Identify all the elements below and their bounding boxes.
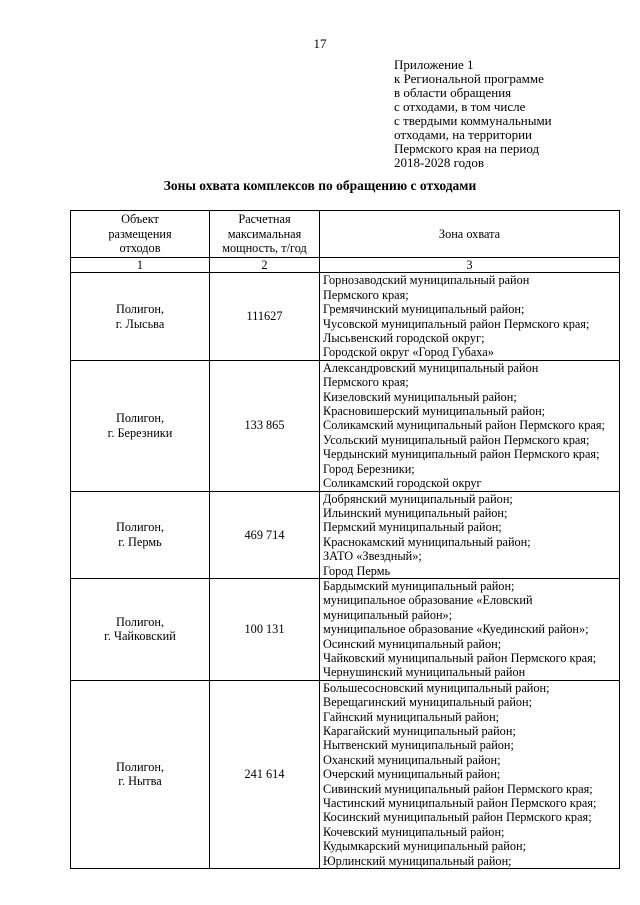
- zone-line: Бардымский муниципальный район;: [323, 578, 515, 593]
- object-name-line: г. Пермь: [118, 534, 162, 549]
- zone-line: Город Березники;: [323, 461, 415, 476]
- zone-line: Пермского края;: [323, 375, 409, 390]
- appendix-caption: [394, 58, 552, 170]
- zone-line: Кудымкарский муниципальный район;: [323, 839, 526, 854]
- header-line: размещения: [108, 226, 172, 241]
- table-row: [71, 578, 620, 680]
- object-name-line: Полигон,: [115, 760, 165, 775]
- header-line: Зона охвата: [438, 226, 501, 241]
- zone-line: Частинский муниципальный район Пермского края;: [323, 796, 597, 811]
- zone-line: Оханский муниципальный район;: [323, 752, 501, 767]
- appendix-line: с твердыми коммунальными: [394, 113, 552, 128]
- zone-line: Добрянский муниципальный район;: [323, 491, 513, 506]
- header-object: [71, 211, 210, 258]
- header-line: мощность, т/год: [222, 241, 307, 256]
- appendix-line: к Региональной программе: [394, 71, 544, 86]
- object-name-line: г. Чайковский: [104, 629, 176, 644]
- appendix-line: отходами, на территории: [394, 127, 533, 142]
- header-line: максимальная: [227, 226, 302, 241]
- appendix-line: с отходами, в том числе: [394, 99, 526, 114]
- page-number: 17: [313, 36, 327, 51]
- object-name-line: Полигон,: [115, 614, 165, 629]
- zone-line: Чусовской муниципальный район Пермского края;: [323, 316, 590, 331]
- zone-cell: [320, 578, 620, 680]
- zone-line: Верещагинский муниципальный район;: [323, 695, 533, 710]
- zone-line: Гремячинский муниципальный район;: [323, 302, 525, 317]
- zone-line: Нытвенский муниципальный район;: [323, 738, 514, 753]
- object-name-line: Полигон,: [115, 411, 165, 426]
- zone-line: Очерский муниципальный район;: [323, 767, 501, 782]
- zone-line: Усольский муниципальный район Пермского края;: [323, 432, 590, 447]
- zone-cell: [320, 680, 620, 868]
- table-row: [71, 360, 620, 491]
- object-cell: [71, 578, 210, 680]
- header-line: отходов: [119, 241, 161, 256]
- column-number: 1: [71, 258, 210, 273]
- header-line: Объект: [121, 212, 159, 227]
- zone-line: Город Пермь: [323, 563, 391, 578]
- table-row: [71, 491, 620, 578]
- zone-line: Пермского края;: [323, 287, 409, 302]
- zone-line: Чайковский муниципальный район Пермского края;: [323, 650, 597, 665]
- appendix-line: в области обращения: [394, 85, 512, 100]
- capacity-cell: 111627: [210, 273, 320, 360]
- object-cell: [71, 360, 210, 491]
- document-title: Зоны охвата комплексов по обращению с отходами: [163, 178, 477, 193]
- capacity-cell: 469 714: [210, 491, 320, 578]
- column-number: 2: [210, 258, 320, 273]
- zone-line: Косинский муниципальный район Пермского края;: [323, 810, 592, 825]
- zone-line: Кочевский муниципальный район;: [323, 824, 505, 839]
- zone-line: Пермский муниципальный район;: [323, 520, 502, 535]
- header-capacity: [210, 211, 320, 258]
- capacity-cell: 241 614: [210, 680, 320, 868]
- appendix-line: Пермского края на период: [394, 141, 540, 156]
- zone-line: Юрлинский муниципальный район;: [323, 853, 512, 868]
- zone-cell: [320, 273, 620, 360]
- zone-line: Кизеловский муниципальный район;: [323, 389, 517, 404]
- object-name-line: г. Березники: [107, 425, 173, 440]
- zone-line: ЗАТО «Звездный»;: [323, 549, 422, 564]
- object-cell: [71, 680, 210, 868]
- zone-line: Осинский муниципальный район;: [323, 636, 502, 651]
- header-zone: [320, 211, 620, 258]
- object-cell: [71, 491, 210, 578]
- zone-line: Соликамский городской округ: [323, 476, 482, 491]
- zone-line: Городской округ «Город Губаха»: [323, 345, 494, 360]
- column-numbers-row: [71, 258, 620, 273]
- column-number: 3: [320, 258, 620, 273]
- zone-line: Горнозаводский муниципальный район: [323, 273, 530, 288]
- zone-line: Чернушинский муниципальный район: [323, 665, 526, 680]
- zone-line: Большесосновский муниципальный район;: [323, 680, 550, 695]
- table-row: [71, 273, 620, 360]
- object-name-line: г. Нытва: [118, 774, 162, 789]
- zone-line: муниципальный район»;: [323, 607, 453, 622]
- object-name-line: Полигон,: [115, 302, 165, 317]
- coverage-zones-table: [70, 210, 620, 869]
- capacity-cell: 100 131: [210, 578, 320, 680]
- appendix-line: Приложение 1: [394, 57, 474, 72]
- object-name-line: Полигон,: [115, 520, 165, 535]
- header-line: Расчетная: [238, 212, 291, 227]
- zone-line: Александровский муниципальный район: [323, 360, 539, 375]
- zone-line: Сивинский муниципальный район Пермского края;: [323, 781, 593, 796]
- zone-line: Ильинский муниципальный район;: [323, 505, 508, 520]
- object-name-line: г. Лысьва: [115, 316, 165, 331]
- zone-line: Красновишерский муниципальный район;: [323, 404, 546, 419]
- zone-line: Карагайский муниципальный район;: [323, 724, 516, 738]
- zone-line: Чердынский муниципальный район Пермского края;: [323, 447, 600, 462]
- zone-line: Гайнский муниципальный район;: [323, 709, 500, 724]
- zone-line: Лысьвенский городской округ;: [323, 331, 485, 346]
- zone-line: муниципальное образование «Куединский район»;: [323, 622, 589, 637]
- zone-cell: [320, 360, 620, 491]
- table-row: [71, 680, 620, 868]
- table-header-row: [71, 211, 620, 258]
- capacity-cell: 133 865: [210, 360, 320, 491]
- zone-line: муниципальное образование «Еловский: [323, 593, 533, 608]
- zone-cell: [320, 491, 620, 578]
- zone-line: Соликамский муниципальный район Пермского края;: [323, 418, 605, 433]
- object-cell: [71, 273, 210, 360]
- zone-line: Краснокамский муниципальный район;: [323, 534, 531, 549]
- appendix-line: 2018-2028 годов: [394, 155, 484, 170]
